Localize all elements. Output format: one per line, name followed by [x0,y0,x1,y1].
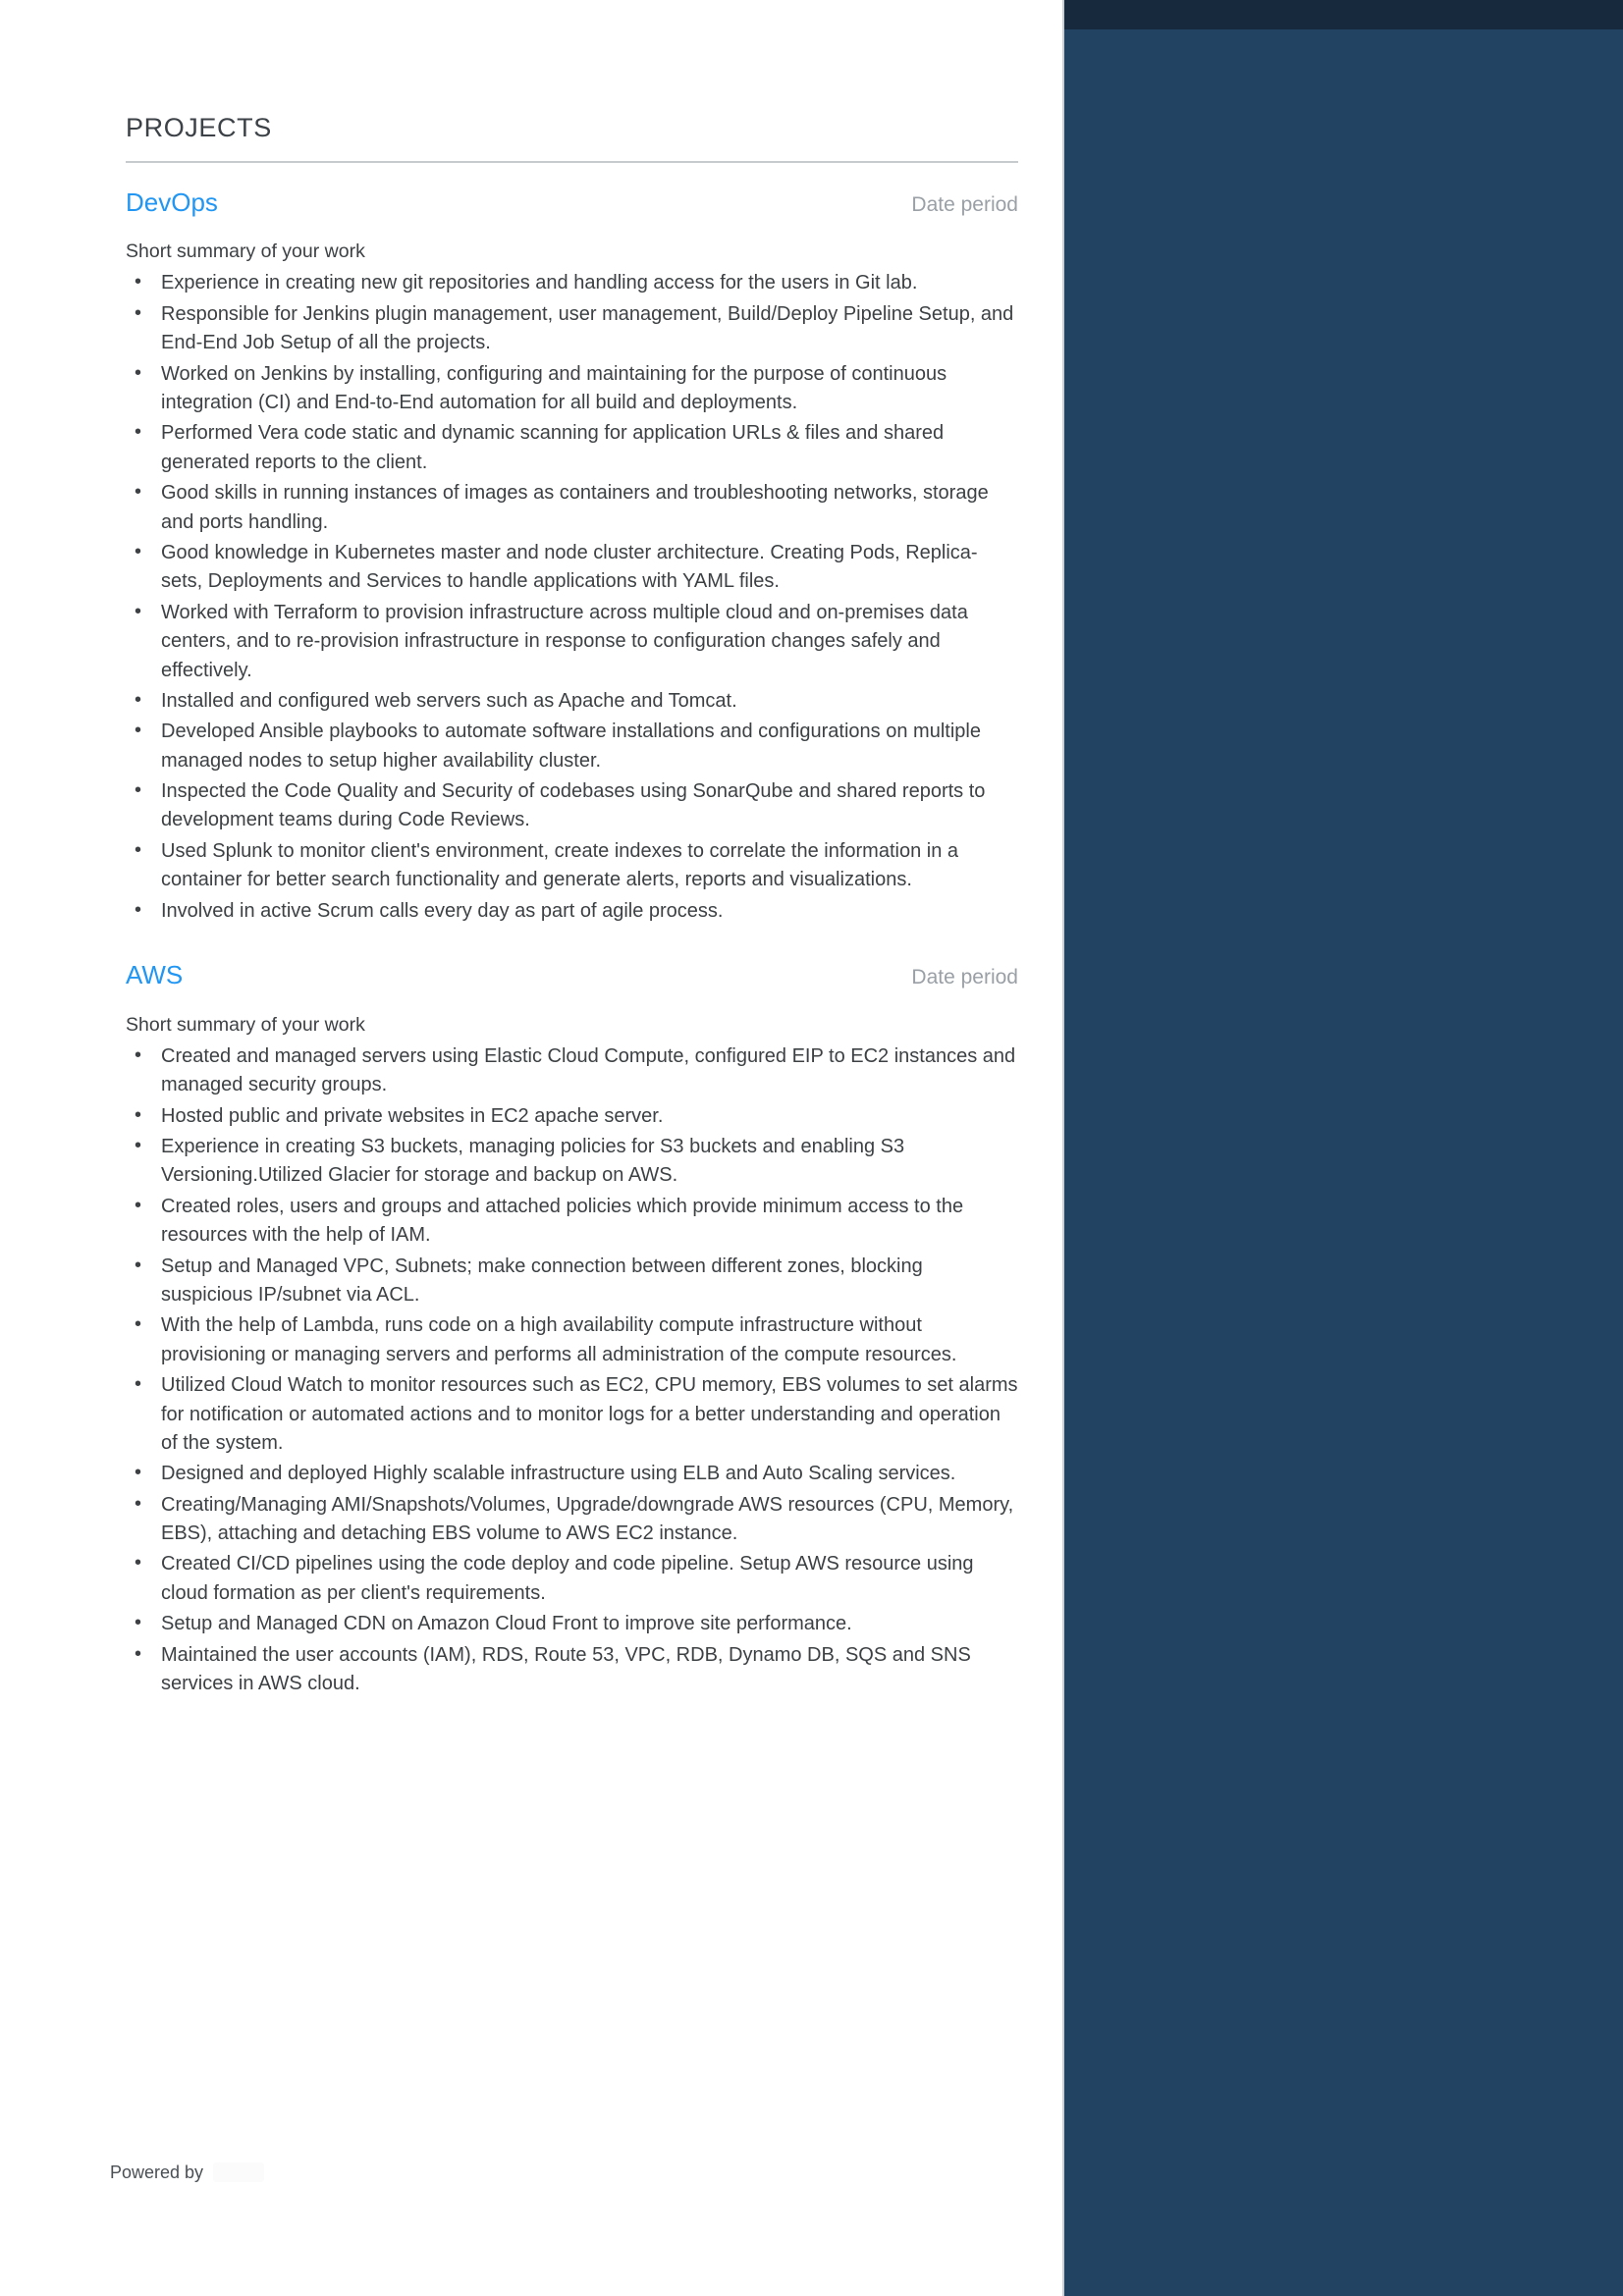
project-bullet-item: • Designed and deployed Highly scalable infrastructure using ELB and Auto Scaling services. [126,1460,1018,1488]
project-bullet-item: • Utilized Cloud Watch to monitor resources such as EC2, CPU memory, EBS volumes to set alarms for notification or automated actions and to monitor logs for a better understanding and operation of the system. [126,1371,1018,1458]
project-bullet-item: • Developed Ansible playbooks to automate software installations and configurations on multiple managed nodes to setup higher availability cluster. [126,718,1018,775]
project-bullet-item: • Good skills in running instances of images as containers and troubleshooting networks, storage and ports handling. [126,479,1018,537]
project-bullet-item: • Performed Vera code static and dynamic scanning for application URLs & files and shared generated reports to the client. [126,419,1018,477]
project-bullet-item: • Creating/Managing AMI/Snapshots/Volumes, Upgrade/downgrade AWS resources (CPU, Memory, EBS), attaching and detaching EBS volume to AWS EC2 instance. [126,1491,1018,1549]
project-bullet-item: • Hosted public and private websites in EC2 apache server. [126,1102,1018,1131]
project-title[interactable]: DevOps [126,187,218,217]
sidebar-top-band [1064,0,1623,29]
project-bullet-item: • Installed and configured web servers such as Apache and Tomcat. [126,687,1018,716]
section-divider [126,161,1018,163]
powered-by-label: Powered by [110,2163,204,2182]
project-entry [126,959,1018,1698]
project-bullet-item: • Setup and Managed VPC, Subnets; make connection between different zones, blocking suspicious IP/subnet via ACL. [126,1253,1018,1310]
project-bullet-item: • Setup and Managed CDN on Amazon Cloud Front to improve site performance. [126,1610,1018,1638]
brand-logo-icon [213,2163,264,2182]
project-bullet-item: • Involved in active Scrum calls every day as part of agile process. [126,897,1018,926]
project-bullet-item: • With the help of Lambda, runs code on a high availability compute infrastructure without provisioning or managing servers and performs all administration of the compute resources. [126,1311,1018,1369]
project-bullet-item: • Good knowledge in Kubernetes master and node cluster architecture. Creating Pods, Replica-sets, Deployments and Services to handle applications with YAML files. [126,539,1018,597]
project-entry-header [126,187,1018,219]
project-bullet-item: • Created and managed servers using Elastic Cloud Compute, configured EIP to EC2 instances and managed security groups. [126,1042,1018,1100]
project-date-period: Date period [911,966,1018,989]
project-bullet-item: • Inspected the Code Quality and Security of codebases using SonarQube and shared reports to development teams during Code Reviews. [126,777,1018,835]
project-bullet-item: • Experience in creating S3 buckets, managing policies for S3 buckets and enabling S3 Versioning.Utilized Glacier for storage and backup on AWS. [126,1133,1018,1191]
project-bullet-item: • Responsible for Jenkins plugin management, user management, Build/Deploy Pipeline Setup, and End-End Job Setup of all the projects. [126,300,1018,358]
page-title: PROJECTS [126,113,272,142]
project-entry-header [126,959,1018,991]
project-summary: Short summary of your work [126,240,365,263]
project-summary: Short summary of your work [126,1013,365,1036]
project-bullet-list [126,269,1018,926]
project-date-period: Date period [911,192,1018,216]
project-bullet-item: • Created CI/CD pipelines using the code deploy and code pipeline. Setup AWS resource using cloud formation as per client's requirements. [126,1550,1018,1608]
project-bullet-item: • Experience in creating new git repositories and handling access for the users in Git lab. [126,269,1018,297]
project-list [126,187,1018,1699]
project-title[interactable]: AWS [126,960,184,990]
projects-section [126,114,1018,1704]
project-bullet-item: • Worked with Terraform to provision infrastructure across multiple cloud and on-premises data centers, and to re-provision infrastructure in response to configuration changes safely and effectively. [126,599,1018,685]
footer [110,2163,264,2182]
project-bullet-item: • Used Splunk to monitor client's environment, create indexes to correlate the information in a container for better search functionality and generate alerts, reports and visualizations. [126,837,1018,895]
decorative-sidebar [1062,0,1623,2296]
project-bullet-item: • Created roles, users and groups and attached policies which provide minimum access to the resources with the help of IAM. [126,1193,1018,1251]
project-bullet-item: • Maintained the user accounts (IAM), RDS, Route 53, VPC, RDB, Dynamo DB, SQS and SNS services in AWS cloud. [126,1641,1018,1699]
project-bullet-list [126,1042,1018,1699]
project-bullet-item: • Worked on Jenkins by installing, configuring and maintaining for the purpose of continuous integration (CI) and End-to-End automation for all build and deployments. [126,360,1018,418]
project-entry [126,187,1018,926]
